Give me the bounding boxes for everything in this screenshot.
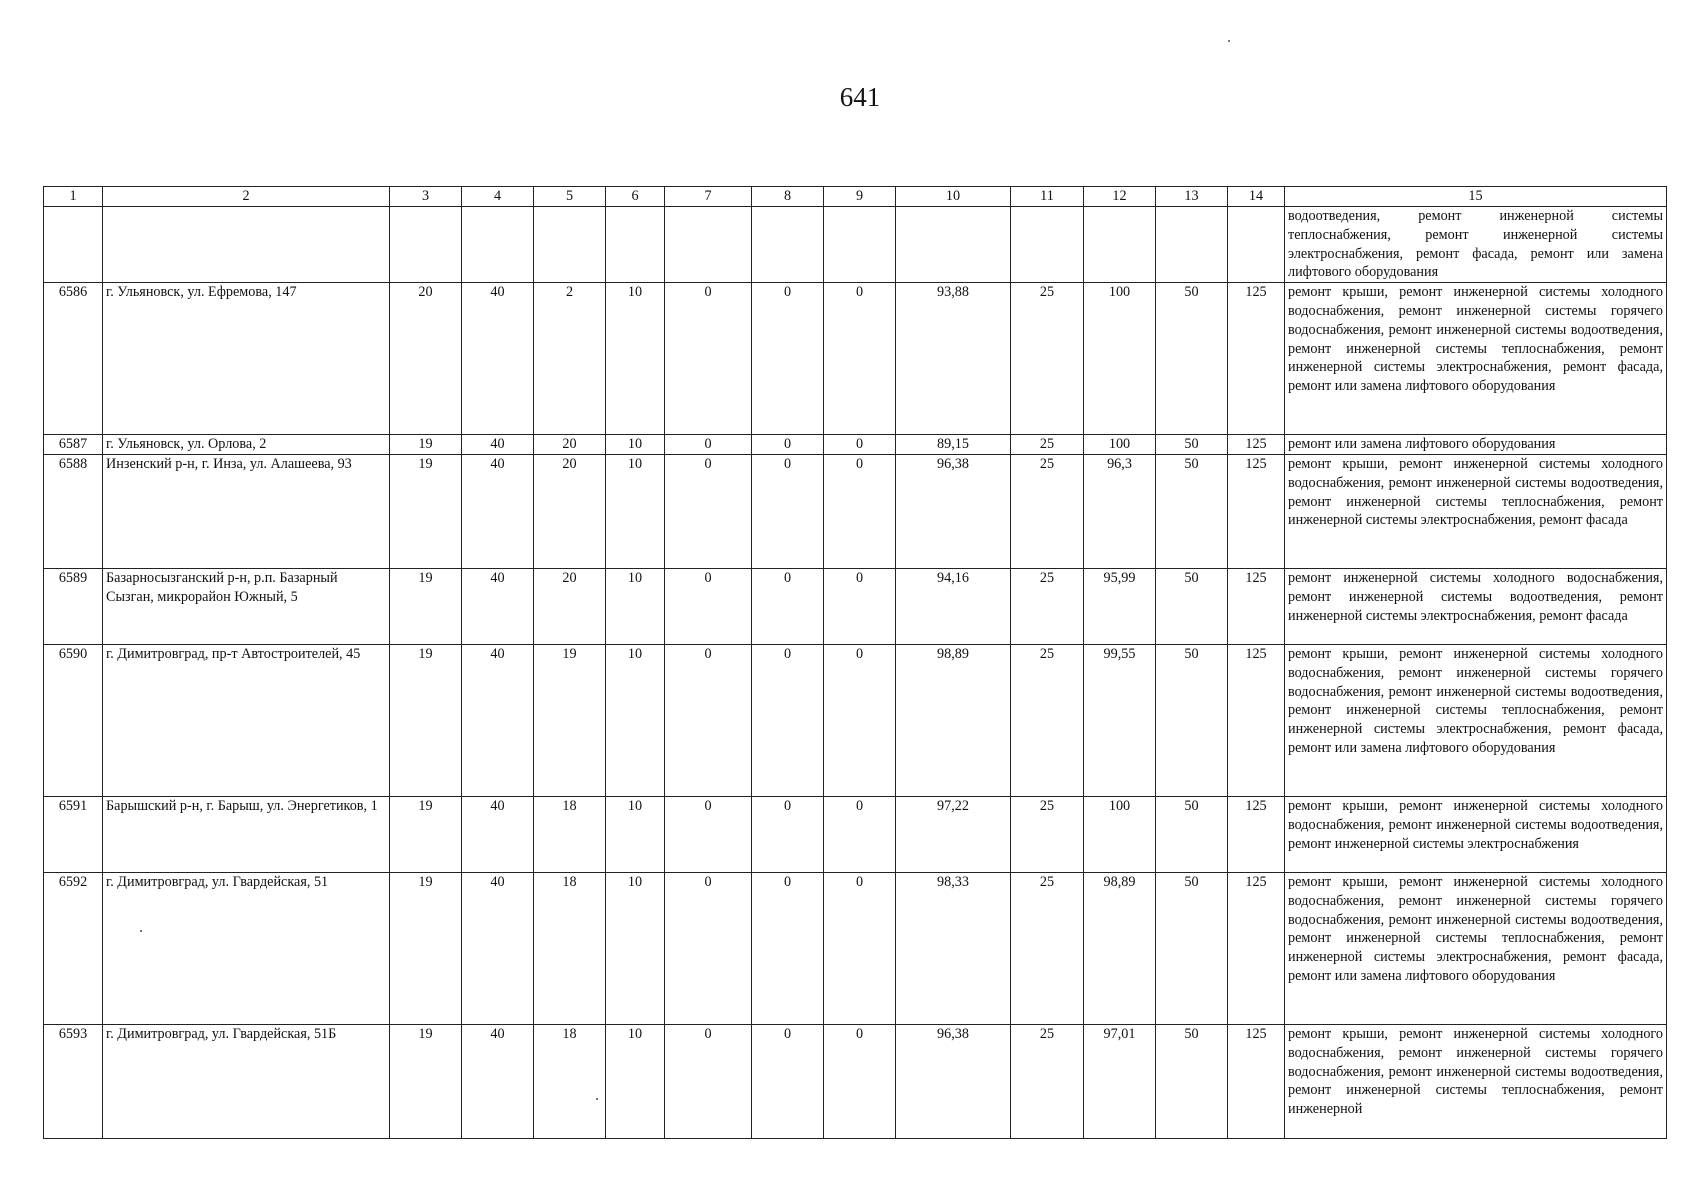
value-cell: 40 bbox=[462, 1024, 534, 1138]
table-row bbox=[44, 283, 1667, 435]
value-cell: 19 bbox=[390, 1024, 462, 1138]
value-cell: 19 bbox=[390, 872, 462, 1024]
value-cell: 95,99 bbox=[1084, 568, 1156, 644]
value-cell: 40 bbox=[462, 796, 534, 872]
value-cell: 18 bbox=[534, 872, 606, 1024]
value-cell: 19 bbox=[390, 796, 462, 872]
value-cell: 18 bbox=[534, 796, 606, 872]
value-cell: 125 bbox=[1228, 454, 1285, 568]
column-header: 1 bbox=[44, 187, 103, 207]
value-cell: 0 bbox=[752, 796, 824, 872]
value-cell: 40 bbox=[462, 568, 534, 644]
table-row bbox=[44, 454, 1667, 568]
value-cell: 0 bbox=[665, 644, 752, 796]
page-number: 641 bbox=[839, 82, 881, 112]
value-cell: 10 bbox=[606, 568, 665, 644]
value-cell: 25 bbox=[1011, 872, 1084, 1024]
value-cell: 10 bbox=[606, 872, 665, 1024]
value-cell: 0 bbox=[824, 872, 896, 1024]
work-description: ремонт крыши, ремонт инженерной системы холодного водоснабжения, ремонт инженерной системы горячего водоснабжения, ремонт инженерной системы водоотведения, ремонт инженерной системы теплоснабжения, ремонт инженерной системы электроснабжения, ремонт фасада, ремонт или замена лифтового оборудования bbox=[1285, 644, 1667, 796]
value-cell: 0 bbox=[752, 454, 824, 568]
value-cell: 125 bbox=[1228, 435, 1285, 455]
value-cell: 125 bbox=[1228, 872, 1285, 1024]
value-cell: 0 bbox=[752, 435, 824, 455]
value-cell: 50 bbox=[1156, 644, 1228, 796]
row-number: 6588 bbox=[44, 454, 103, 568]
value-cell: 125 bbox=[1228, 283, 1285, 435]
value-cell: 40 bbox=[462, 283, 534, 435]
column-header: 15 bbox=[1285, 187, 1667, 207]
value-cell: 25 bbox=[1011, 454, 1084, 568]
value-cell: 0 bbox=[752, 1024, 824, 1138]
table-row bbox=[44, 796, 1667, 872]
table-row bbox=[44, 872, 1667, 1024]
value-cell: 0 bbox=[824, 796, 896, 872]
value-cell: 93,88 bbox=[896, 283, 1011, 435]
value-cell: 40 bbox=[462, 644, 534, 796]
value-cell: 98,89 bbox=[896, 644, 1011, 796]
row-number: 6586 bbox=[44, 283, 103, 435]
value-cell: 125 bbox=[1228, 1024, 1285, 1138]
value-cell: 20 bbox=[534, 435, 606, 455]
value-cell: 100 bbox=[1084, 796, 1156, 872]
column-header: 10 bbox=[896, 187, 1011, 207]
table-row bbox=[44, 1024, 1667, 1138]
row-number: 6591 bbox=[44, 796, 103, 872]
address: г. Димитровград, пр-т Автостроителей, 45 bbox=[103, 644, 390, 796]
value-cell: 0 bbox=[665, 796, 752, 872]
column-header: 7 bbox=[665, 187, 752, 207]
value-cell: 50 bbox=[1156, 454, 1228, 568]
value-cell: 125 bbox=[1228, 568, 1285, 644]
table-row bbox=[44, 568, 1667, 644]
value-cell: 94,16 bbox=[896, 568, 1011, 644]
value-cell: 97,22 bbox=[896, 796, 1011, 872]
value-cell: 40 bbox=[462, 454, 534, 568]
data-table bbox=[43, 186, 1667, 1139]
value-cell: 0 bbox=[824, 283, 896, 435]
value-cell: 100 bbox=[1084, 283, 1156, 435]
value-cell: 0 bbox=[665, 872, 752, 1024]
value-cell: 100 bbox=[1084, 435, 1156, 455]
value-cell: 10 bbox=[606, 1024, 665, 1138]
value-cell: 96,38 bbox=[896, 454, 1011, 568]
value-cell: 0 bbox=[665, 283, 752, 435]
table-row bbox=[44, 435, 1667, 455]
value-cell: 25 bbox=[1011, 796, 1084, 872]
address: Инзенский р-н, г. Инза, ул. Алашеева, 93 bbox=[103, 454, 390, 568]
value-cell: 0 bbox=[752, 283, 824, 435]
value-cell: 96,3 bbox=[1084, 454, 1156, 568]
value-cell: 50 bbox=[1156, 796, 1228, 872]
value-cell: 10 bbox=[606, 454, 665, 568]
value-cell: 99,55 bbox=[1084, 644, 1156, 796]
value-cell: 125 bbox=[1228, 644, 1285, 796]
value-cell: 19 bbox=[534, 644, 606, 796]
column-header: 3 bbox=[390, 187, 462, 207]
value-cell: 25 bbox=[1011, 283, 1084, 435]
value-cell: 0 bbox=[752, 872, 824, 1024]
table-row bbox=[44, 644, 1667, 796]
work-description: ремонт инженерной системы холодного водоснабжения, ремонт инженерной системы водоотведения, ремонт инженерной системы электроснабжения, ремонт фасада bbox=[1285, 568, 1667, 644]
value-cell: 50 bbox=[1156, 283, 1228, 435]
value-cell: 97,01 bbox=[1084, 1024, 1156, 1138]
value-cell: 10 bbox=[606, 644, 665, 796]
value-cell: 0 bbox=[665, 1024, 752, 1138]
value-cell: 98,89 bbox=[1084, 872, 1156, 1024]
row-number: 6592 bbox=[44, 872, 103, 1024]
address: Барышский р-н, г. Барыш, ул. Энергетиков, 1 bbox=[103, 796, 390, 872]
column-header: 13 bbox=[1156, 187, 1228, 207]
column-header: 14 bbox=[1228, 187, 1285, 207]
value-cell: 19 bbox=[390, 454, 462, 568]
value-cell: 10 bbox=[606, 796, 665, 872]
value-cell: 19 bbox=[390, 644, 462, 796]
value-cell: 40 bbox=[462, 872, 534, 1024]
value-cell: 10 bbox=[606, 435, 665, 455]
work-description: ремонт или замена лифтового оборудования bbox=[1285, 435, 1667, 455]
row-number: 6587 bbox=[44, 435, 103, 455]
scan-speck bbox=[596, 1098, 598, 1100]
address: Базарносызганский р-н, р.п. Базарный Сызган, микрорайон Южный, 5 bbox=[103, 568, 390, 644]
column-header: 5 bbox=[534, 187, 606, 207]
value-cell: 0 bbox=[824, 1024, 896, 1138]
column-header: 4 bbox=[462, 187, 534, 207]
header-row bbox=[44, 187, 1667, 207]
value-cell: 0 bbox=[665, 568, 752, 644]
value-cell: 89,15 bbox=[896, 435, 1011, 455]
value-cell: 96,38 bbox=[896, 1024, 1011, 1138]
column-header: 12 bbox=[1084, 187, 1156, 207]
value-cell: 40 bbox=[462, 435, 534, 455]
row-number: 6593 bbox=[44, 1024, 103, 1138]
value-cell: 25 bbox=[1011, 435, 1084, 455]
value-cell: 10 bbox=[606, 283, 665, 435]
column-header: 11 bbox=[1011, 187, 1084, 207]
value-cell: 125 bbox=[1228, 796, 1285, 872]
work-description: ремонт крыши, ремонт инженерной системы холодного водоснабжения, ремонт инженерной системы горячего водоснабжения, ремонт инженерной системы водоотведения, ремонт инженерной системы теплоснабжения, ремонт инженерной системы электроснабжения, ремонт фасада, ремонт или замена лифтового оборудования bbox=[1285, 872, 1667, 1024]
value-cell: 0 bbox=[824, 568, 896, 644]
continuation-row bbox=[44, 207, 1667, 283]
value-cell: 50 bbox=[1156, 872, 1228, 1024]
value-cell: 0 bbox=[824, 435, 896, 455]
value-cell: 20 bbox=[534, 568, 606, 644]
value-cell: 19 bbox=[390, 568, 462, 644]
value-cell: 25 bbox=[1011, 568, 1084, 644]
scan-speck bbox=[1228, 40, 1230, 42]
value-cell: 0 bbox=[752, 568, 824, 644]
column-header: 9 bbox=[824, 187, 896, 207]
column-header: 8 bbox=[752, 187, 824, 207]
value-cell: 0 bbox=[665, 435, 752, 455]
work-description: ремонт крыши, ремонт инженерной системы холодного водоснабжения, ремонт инженерной системы горячего водоснабжения, ремонт инженерной системы водоотведения, ремонт инженерной системы теплоснабжения, ремонт инженерной bbox=[1285, 1024, 1667, 1138]
scan-speck bbox=[140, 930, 142, 932]
value-cell: 25 bbox=[1011, 644, 1084, 796]
work-description: водоотведения, ремонт инженерной системы теплоснабжения, ремонт инженерной системы электроснабжения, ремонт фасада, ремонт или замена лифтового оборудования bbox=[1285, 207, 1667, 283]
value-cell: 98,33 bbox=[896, 872, 1011, 1024]
value-cell: 25 bbox=[1011, 1024, 1084, 1138]
value-cell: 2 bbox=[534, 283, 606, 435]
value-cell: 20 bbox=[390, 283, 462, 435]
work-description: ремонт крыши, ремонт инженерной системы холодного водоснабжения, ремонт инженерной системы водоотведения, ремонт инженерной системы теплоснабжения, ремонт инженерной системы электроснабжения, ремонт фасада bbox=[1285, 454, 1667, 568]
value-cell: 50 bbox=[1156, 568, 1228, 644]
value-cell: 19 bbox=[390, 435, 462, 455]
row-number: 6590 bbox=[44, 644, 103, 796]
value-cell: 0 bbox=[665, 454, 752, 568]
work-description: ремонт крыши, ремонт инженерной системы холодного водоснабжения, ремонт инженерной системы горячего водоснабжения, ремонт инженерной системы водоотведения, ремонт инженерной системы теплоснабжения, ремонт инженерной системы электроснабжения, ремонт фасада, ремонт или замена лифтового оборудования bbox=[1285, 283, 1667, 435]
value-cell: 0 bbox=[752, 644, 824, 796]
address: г. Димитровград, ул. Гвардейская, 51 bbox=[103, 872, 390, 1024]
work-description: ремонт крыши, ремонт инженерной системы холодного водоснабжения, ремонт инженерной системы водоотведения, ремонт инженерной системы электроснабжения bbox=[1285, 796, 1667, 872]
column-header: 2 bbox=[103, 187, 390, 207]
address: г. Димитровград, ул. Гвардейская, 51Б bbox=[103, 1024, 390, 1138]
value-cell: 50 bbox=[1156, 435, 1228, 455]
value-cell: 20 bbox=[534, 454, 606, 568]
value-cell: 0 bbox=[824, 644, 896, 796]
value-cell: 18 bbox=[534, 1024, 606, 1138]
address: г. Ульяновск, ул. Ефремова, 147 bbox=[103, 283, 390, 435]
column-header: 6 bbox=[606, 187, 665, 207]
value-cell: 50 bbox=[1156, 1024, 1228, 1138]
value-cell: 0 bbox=[824, 454, 896, 568]
address: г. Ульяновск, ул. Орлова, 2 bbox=[103, 435, 390, 455]
row-number: 6589 bbox=[44, 568, 103, 644]
